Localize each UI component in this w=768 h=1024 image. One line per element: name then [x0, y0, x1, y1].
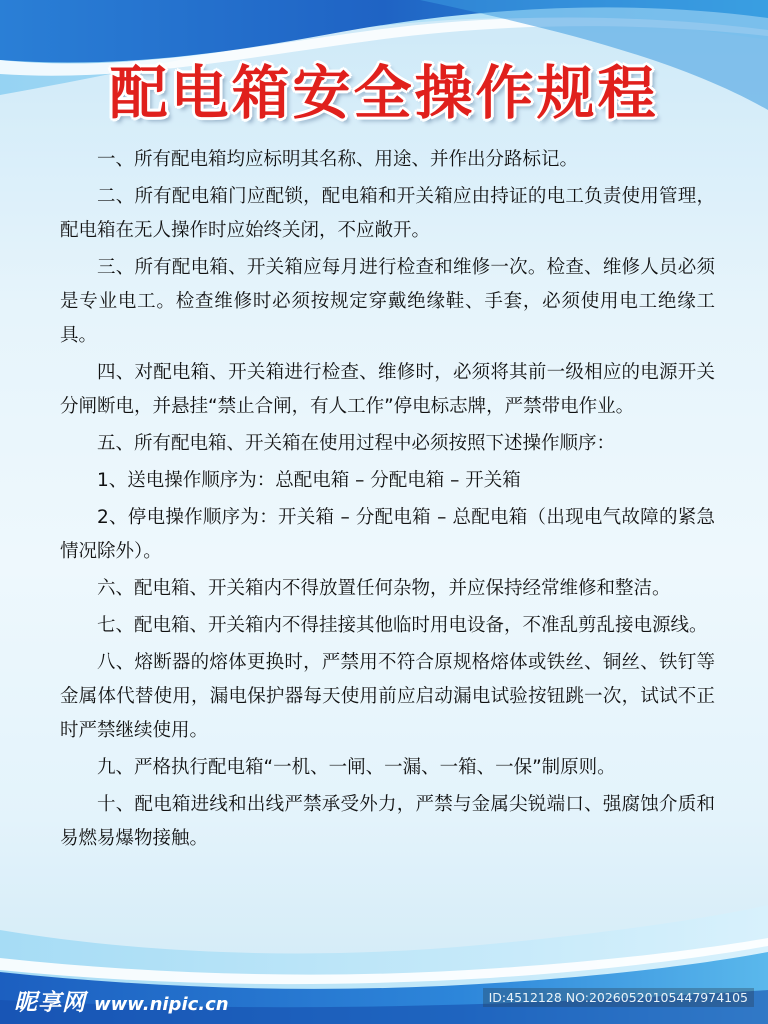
- rule-paragraph: 九、严格执行配电箱“一机、一闸、一漏、一箱、一保”制原则。: [97, 757, 616, 778]
- watermark-logo: [14, 984, 229, 1017]
- rule-paragraph: 七、配电箱、开关箱内不得挂接其他临时用电设备，不准乱剪乱接电源线。: [97, 615, 708, 636]
- watermark-url: www.nipic.cn: [94, 994, 229, 1015]
- rule-subitem: 1、送电操作顺序为：总配电箱 – 分配电箱 – 开关箱: [97, 470, 521, 491]
- rule-paragraph: 一、所有配电箱均应标明其名称、用途、并作出分路标记。: [97, 149, 579, 170]
- rule-paragraph: 四、对配电箱、开关箱进行检查、维修时，必须将其前一级相应的电源开关分闸断电，并悬挂“禁止合闸，有人工作”停电标志牌，严禁带电作业。: [60, 362, 715, 417]
- rule-paragraph: 六、配电箱、开关箱内不得放置任何杂物，并应保持经常维修和整洁。: [97, 578, 671, 599]
- page-title: 配电箱安全操作规程: [109, 59, 659, 127]
- rules-body: [60, 143, 715, 859]
- watermark-brand: 昵享网: [14, 990, 86, 1016]
- rule-paragraph: 八、熔断器的熔体更换时，严禁用不符合原规格熔体或铁丝、铜丝、铁钉等金属体代替使用，漏电保护器每天使用前应启动漏电试验按钮跳一次，试试不正时严禁继续使用。: [60, 652, 715, 741]
- rule-paragraph: 十、配电箱进线和出线严禁承受外力，严禁与金属尖锐端口、强腐蚀介质和易燃易爆物接触。: [60, 794, 715, 849]
- rule-paragraph: 三、所有配电箱、开关箱应每月进行检查和维修一次。检查、维修人员必须是专业电工。检查维修时必须按规定穿戴绝缘鞋、手套，必须使用电工绝缘工具。: [60, 257, 715, 346]
- image-id-label: ID:4512128 NO:20260520105447974105: [483, 988, 754, 1007]
- rule-paragraph: 二、所有配电箱门应配锁，配电箱和开关箱应由持证的电工负责使用管理，配电箱在无人操作时应始终关闭，不应敞开。: [60, 186, 715, 241]
- rule-subitem: 2、停电操作顺序为：开关箱 – 分配电箱 – 总配电箱（出现电气故障的紧急情况除外）。: [60, 507, 715, 562]
- rule-paragraph: 五、所有配电箱、开关箱在使用过程中必须按照下述操作顺序：: [97, 433, 616, 454]
